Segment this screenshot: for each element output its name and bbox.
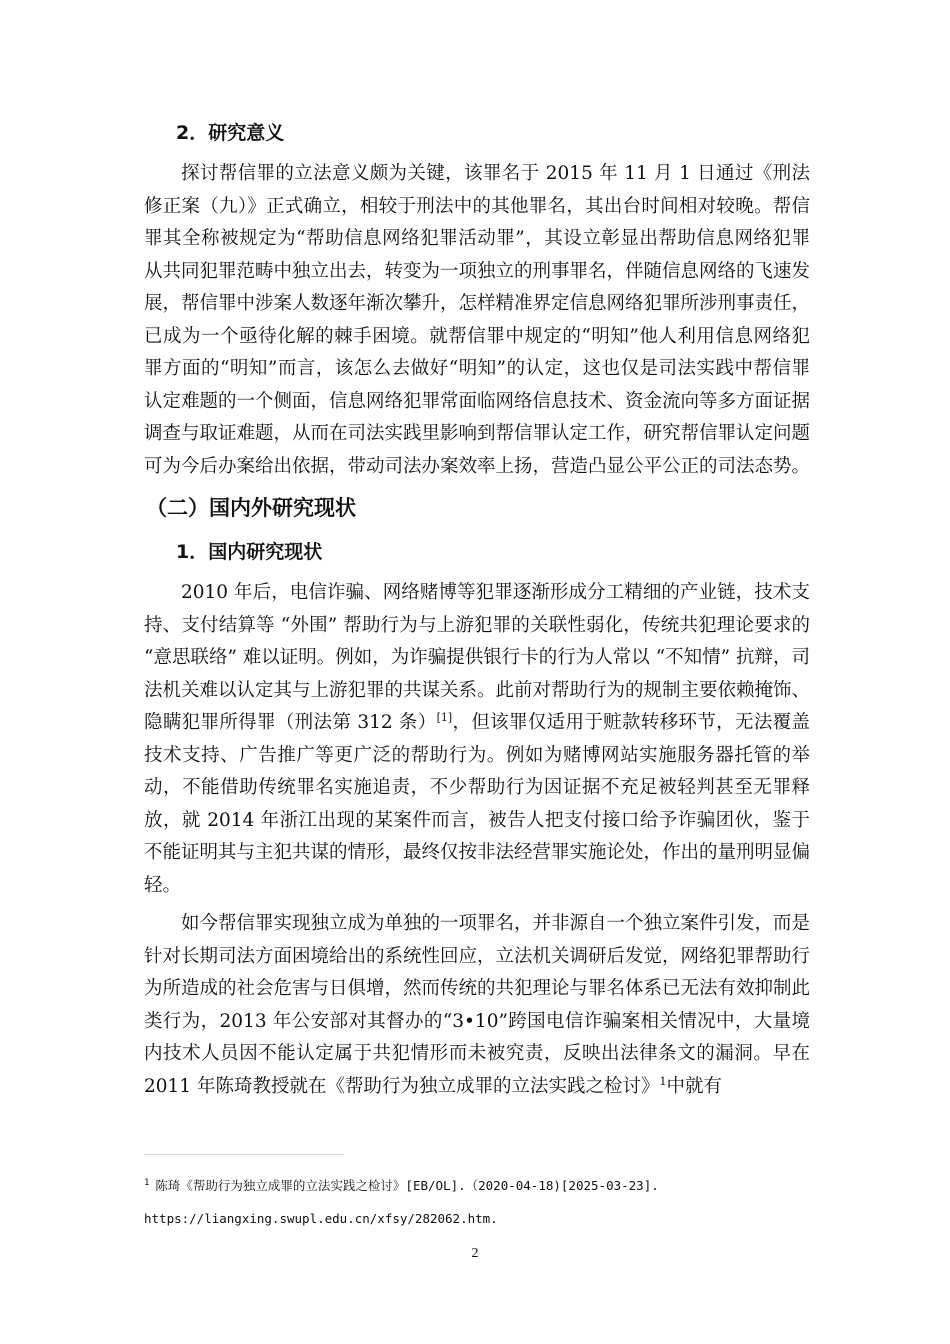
section-heading-research-significance: 2．研究意义 [176,122,285,144]
footnote-divider [144,1154,344,1155]
paragraph-text-part: ，但该罪仅适用于赃款转移环节，无法覆盖技术支持、广告推广等更广泛的帮助行为。例如为赌博网站实施服务器托管的举动，不能借助传统罪名实施追责，不少帮助行为因证据不充足被轻判甚至无罪释放，就 2014 年浙江出现的某案件而言，被告人把支付接口给予诈骗团伙，鉴于不能证明其与主犯共谋的情形，最终仅按非法经营罪实施论处，作出的量刑明显偏轻。 [144,712,811,896]
paragraph-text [144,577,810,902]
page-number: 2 [471,1246,479,1261]
subsection-heading-domestic-status: 1．国内研究现状 [176,541,323,563]
footnote-text: 陈琦《帮助行为独立成罪的立法实践之检讨》[EB/OL].（2020-04-18)[2025-03-23]. [155,1178,659,1194]
footnote-url-link[interactable]: https://liangxing.swupl.edu.cn/xfsy/282062.htm. [144,1211,498,1226]
footnote-reference[interactable]: 1 [659,1074,667,1088]
footnote [144,1175,824,1194]
page-body [144,118,810,1109]
section-heading-research-status: （二）国内外研究现状 [146,496,356,520]
paragraph-research-significance [144,158,810,483]
footnote-number: 1 [144,1178,150,1188]
citation-reference[interactable]: [1] [436,710,453,724]
paragraph-domestic-status-1 [144,577,810,902]
paragraph-text-part: 如今帮信罪实现独立成为单独的一项罪名，并非源自一个独立案件引发，而是针对长期司法方面困境给出的系统性回应，立法机关调研后发觉，网络犯罪帮助行为所造成的社会危害与日俱增，然而传统的共犯理论与罪名体系已无法有效抑制此类行为，2013 年公安部对其督办的“3•10”跨国电信诈骗案相关情况中，大量境内技术人员因不能认定属于共犯情形而未被究责，反映出法律条文的漏洞。早在 2011 年陈琦教授就在《帮助行为独立成罪的立法实践之检讨》 [144,913,811,1097]
paragraph-text [144,908,810,1103]
paragraph-domestic-status-2 [144,908,810,1103]
paragraph-text-part: 中就有 [666,1075,722,1097]
paragraph-text: 探讨帮信罪的立法意义颇为关键，该罪名于 2015 年 11 月 1 日通过《刑法修正案（九）》正式确立，相较于刑法中的其他罪名，其出台时间相对较晚。帮信罪其全称被规定为“帮助信息网络犯罪活动罪”，其设立彰显出帮助信息网络犯罪从共同犯罪范畴中独立出去，转变为一项独立的刑事罪名，伴随信息网络的飞速发展，帮信罪中涉案人数逐年渐次攀升，怎样精准界定信息网络犯罪所涉刑事责任，已成为一个亟待化解的棘手困境。就帮信罪中规定的“明知”他人利用信息网络犯罪方面的“明知”而言，该怎么去做好“明知”的认定，这也仅是司法实践中帮信罪认定难题的一个侧面，信息网络犯罪常面临网络信息技术、资金流向等多方面证据调查与取证难题，从而在司法实践里影响到帮信罪认定工作，研究帮信罪认定问题可为今后办案给出依据，带动司法办案效率上扬，营造凸显公平公正的司法态势。 [144,163,811,477]
paragraph-text-part: 2010 年后，电信诈骗、网络赌博等犯罪逐渐形成分工精细的产业链，技术支持、支付结算等 “外围” 帮助行为与上游犯罪的关联性弱化，传统共犯理论要求的 “意思联络” 难以证明。例如，为诈骗提供银行卡的行为人常以 “不知情” 抗辩，司法机关难以认定其与上游犯罪的共谋关系。此前对帮助行为的规制主要依赖掩饰、隐瞒犯罪所得罪（刑法第 312 条） [144,582,811,733]
